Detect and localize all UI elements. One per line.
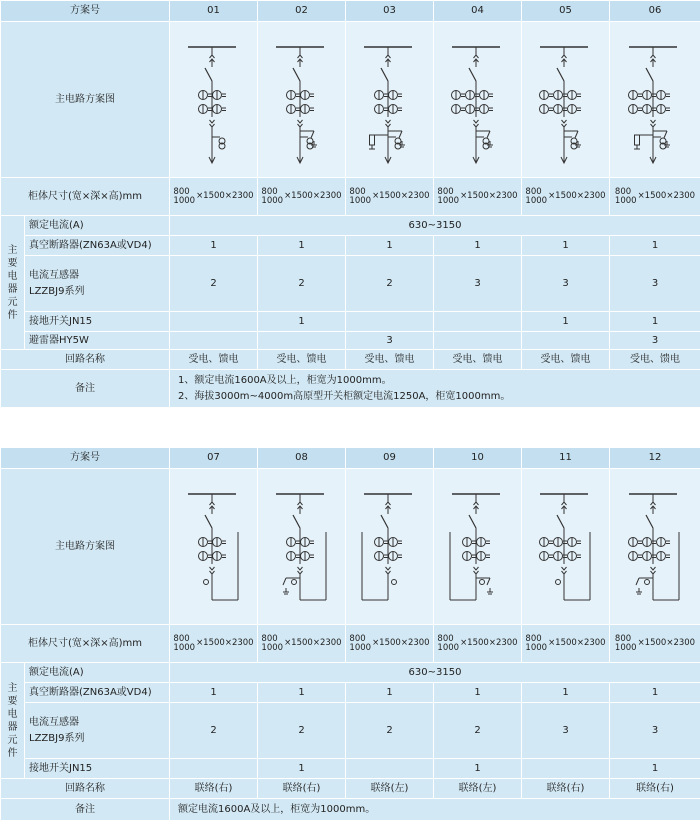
remark-label: 备注: [1, 370, 170, 408]
group-label: 主要电器元件: [1, 663, 25, 779]
single-line-diagram: [262, 25, 342, 175]
ct-row: [1, 703, 700, 759]
rated-value: 630~3150: [170, 216, 700, 236]
circuit-name: 受电、馈电: [434, 350, 522, 370]
es-label: 接地开关JN15: [25, 312, 170, 332]
la-qty: [258, 332, 346, 350]
ct-label: 电流互感器 LZZBJ9系列: [25, 256, 170, 312]
circuit-name: 受电、馈电: [522, 350, 610, 370]
vcb-label: 真空断路器(ZN63A或VD4): [25, 236, 170, 256]
ct-qty: 2: [258, 256, 346, 312]
circuit-name: 联络(右): [258, 779, 346, 799]
la-qty: [434, 332, 522, 350]
ct-qty: 3: [522, 703, 610, 759]
scheme-no: 10: [434, 448, 522, 469]
scheme-no: 02: [258, 1, 346, 22]
scheme-no: 03: [346, 1, 434, 22]
vcb-label: 真空断路器(ZN63A或VD4): [25, 683, 170, 703]
vcb-qty: 1: [346, 236, 434, 256]
remark-label: 备注: [1, 799, 170, 821]
rated-label: 额定电流(A): [25, 663, 170, 683]
single-line-diagram: [526, 472, 606, 622]
size-cell: 800 1000 ×1500×2300: [434, 625, 522, 663]
circuit-row: [1, 779, 700, 799]
la-qty: [170, 332, 258, 350]
es-row: [1, 759, 700, 779]
group-label: 主要电器元件: [1, 216, 25, 350]
remark-text: 额定电流1600A及以上，柜宽为1000mm。: [170, 799, 700, 821]
header-row: [1, 448, 700, 469]
scheme-no: 09: [346, 448, 434, 469]
scheme-no: 05: [522, 1, 610, 22]
single-line-diagram: [262, 472, 342, 622]
vcb-qty: 1: [346, 683, 434, 703]
scheme-no: 01: [170, 1, 258, 22]
ct-qty: 2: [258, 703, 346, 759]
circuit-diagram: [258, 22, 346, 178]
size-row: [1, 625, 700, 663]
single-line-diagram: [615, 25, 695, 175]
es-qty: [434, 312, 522, 332]
ct-qty: 3: [610, 703, 700, 759]
vcb-qty: 1: [170, 236, 258, 256]
vcb-qty: 1: [610, 236, 700, 256]
circuit-diagram: [170, 22, 258, 178]
circuit-diagram: [258, 469, 346, 625]
es-qty: 1: [258, 312, 346, 332]
vcb-qty: 1: [434, 683, 522, 703]
es-label: 接地开关JN15: [25, 759, 170, 779]
es-qty: 1: [610, 759, 700, 779]
la-qty: 3: [610, 332, 700, 350]
scheme-table-1: [0, 0, 700, 408]
single-line-diagram: [526, 25, 606, 175]
scheme-no: 07: [170, 448, 258, 469]
diagram-label: 主电路方案图: [1, 22, 170, 178]
single-line-diagram: [174, 25, 254, 175]
es-qty: [346, 759, 434, 779]
circuit-diagram: [522, 22, 610, 178]
vcb-qty: 1: [258, 236, 346, 256]
es-qty: 1: [434, 759, 522, 779]
size-cell: 800 1000 ×1500×2300: [610, 178, 700, 216]
la-qty: 3: [346, 332, 434, 350]
vcb-row: [1, 236, 700, 256]
ct-label: 电流互感器 LZZBJ9系列: [25, 703, 170, 759]
size-label: 柜体尺寸(宽×深×高)mm: [1, 625, 170, 663]
es-qty: 1: [522, 312, 610, 332]
circuit-name: 联络(右): [610, 779, 700, 799]
circuit-diagram: [610, 22, 700, 178]
vcb-qty: 1: [434, 236, 522, 256]
diagram-row: [1, 22, 700, 178]
single-line-diagram: [438, 472, 518, 622]
circuit-diagram: [610, 469, 700, 625]
circuit-diagram: [434, 22, 522, 178]
vcb-qty: 1: [258, 683, 346, 703]
size-cell: 800 1000 ×1500×2300: [170, 178, 258, 216]
ct-qty: 3: [522, 256, 610, 312]
size-row: [1, 178, 700, 216]
circuit-row: [1, 350, 700, 370]
diagram-label: 主电路方案图: [1, 469, 170, 625]
single-line-diagram: [350, 25, 430, 175]
vcb-qty: 1: [170, 683, 258, 703]
single-line-diagram: [615, 472, 695, 622]
scheme-no: 11: [522, 448, 610, 469]
vcb-qty: 1: [610, 683, 700, 703]
vcb-qty: 1: [522, 236, 610, 256]
circuit-diagram: [522, 469, 610, 625]
size-cell: 800 1000 ×1500×2300: [258, 625, 346, 663]
size-label: 柜体尺寸(宽×深×高)mm: [1, 178, 170, 216]
scheme-no-label: 方案号: [1, 448, 170, 469]
size-cell: 800 1000 ×1500×2300: [346, 625, 434, 663]
scheme-no-label: 方案号: [1, 1, 170, 22]
ct-qty: 2: [170, 256, 258, 312]
es-qty: [522, 759, 610, 779]
es-qty: [170, 759, 258, 779]
es-row: [1, 312, 700, 332]
circuit-diagram: [346, 469, 434, 625]
ct-qty: 2: [346, 256, 434, 312]
remark-row: [1, 370, 700, 408]
size-cell: 800 1000 ×1500×2300: [434, 178, 522, 216]
size-cell: 800 1000 ×1500×2300: [610, 625, 700, 663]
size-cell: 800 1000 ×1500×2300: [346, 178, 434, 216]
circuit-name: 联络(右): [522, 779, 610, 799]
la-row: [1, 332, 700, 350]
circuit-diagram: [434, 469, 522, 625]
es-qty: [170, 312, 258, 332]
la-qty: [522, 332, 610, 350]
circuit-diagram: [170, 469, 258, 625]
es-qty: 1: [258, 759, 346, 779]
ct-qty: 2: [170, 703, 258, 759]
single-line-diagram: [174, 472, 254, 622]
vcb-qty: 1: [522, 683, 610, 703]
remark-text: 1、额定电流1600A及以上，柜宽为1000mm。 2、海拔3000m~4000m高原型开关柜额定电流1250A，柜宽1000mm。: [170, 370, 700, 408]
size-cell: 800 1000 ×1500×2300: [170, 625, 258, 663]
scheme-no: 06: [610, 1, 700, 22]
circuit-label: 回路名称: [1, 350, 170, 370]
size-cell: 800 1000 ×1500×2300: [522, 178, 610, 216]
ct-qty: 3: [610, 256, 700, 312]
vcb-row: [1, 683, 700, 703]
scheme-table-2: [0, 447, 700, 821]
ct-qty: 2: [434, 703, 522, 759]
scheme-no: 12: [610, 448, 700, 469]
rated-row: [1, 216, 700, 236]
es-qty: 1: [610, 312, 700, 332]
single-line-diagram: [350, 472, 430, 622]
diagram-row: [1, 469, 700, 625]
circuit-label: 回路名称: [1, 779, 170, 799]
scheme-no: 08: [258, 448, 346, 469]
circuit-name: 受电、馈电: [346, 350, 434, 370]
scheme-no: 04: [434, 1, 522, 22]
ct-qty: 3: [434, 256, 522, 312]
circuit-name: 联络(右): [170, 779, 258, 799]
rated-value: 630~3150: [170, 663, 700, 683]
circuit-name: 联络(左): [434, 779, 522, 799]
circuit-name: 联络(左): [346, 779, 434, 799]
ct-row: [1, 256, 700, 312]
rated-row: [1, 663, 700, 683]
size-cell: 800 1000 ×1500×2300: [258, 178, 346, 216]
rated-label: 额定电流(A): [25, 216, 170, 236]
circuit-name: 受电、馈电: [258, 350, 346, 370]
circuit-diagram: [346, 22, 434, 178]
ct-qty: 2: [346, 703, 434, 759]
circuit-name: 受电、馈电: [170, 350, 258, 370]
remark-row: [1, 799, 700, 821]
size-cell: 800 1000 ×1500×2300: [522, 625, 610, 663]
header-row: [1, 1, 700, 22]
la-label: 避雷器HY5W: [25, 332, 170, 350]
es-qty: [346, 312, 434, 332]
single-line-diagram: [438, 25, 518, 175]
circuit-name: 受电、馈电: [610, 350, 700, 370]
